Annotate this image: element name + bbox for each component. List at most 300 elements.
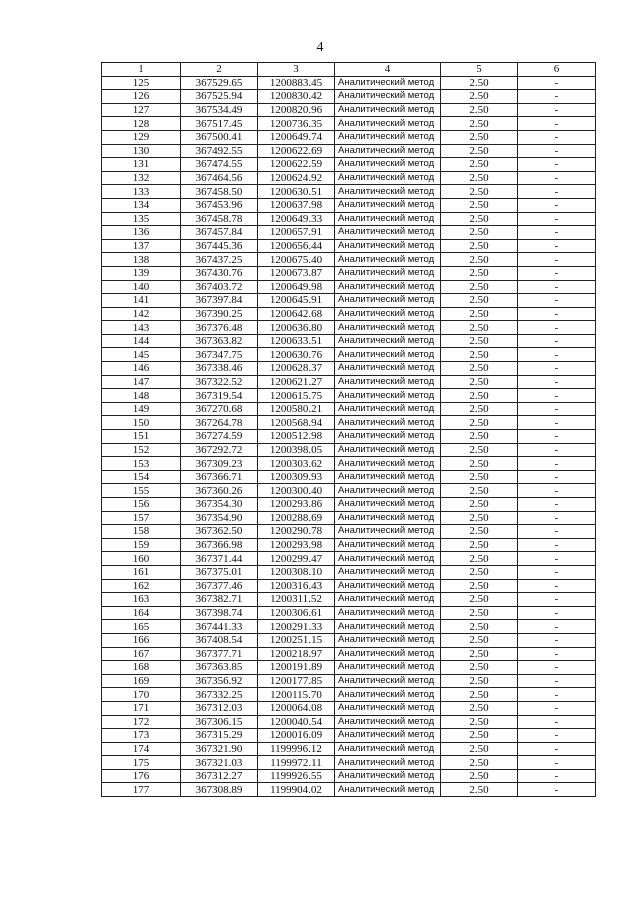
cell-point-number: 130 (102, 144, 181, 158)
cell-point-number: 163 (102, 593, 181, 607)
cell-accuracy: 2.50 (441, 674, 518, 688)
cell-point-number: 132 (102, 171, 181, 185)
cell-y: 1200040.54 (258, 715, 335, 729)
cell-point-number: 129 (102, 130, 181, 144)
cell-x: 367363.85 (181, 661, 258, 675)
cell-method: Аналитический метод (335, 538, 441, 552)
cell-point-number: 155 (102, 484, 181, 498)
table-row (102, 769, 596, 783)
cell-description: - (518, 130, 596, 144)
cell-accuracy: 2.50 (441, 620, 518, 634)
cell-y: 1200645.91 (258, 294, 335, 308)
cell-point-number: 143 (102, 321, 181, 335)
cell-y: 1200177.85 (258, 674, 335, 688)
table-row (102, 144, 596, 158)
cell-description: - (518, 470, 596, 484)
cell-description: - (518, 253, 596, 267)
cell-description: - (518, 103, 596, 117)
cell-point-number: 125 (102, 76, 181, 90)
cell-accuracy: 2.50 (441, 171, 518, 185)
cell-x: 367457.84 (181, 226, 258, 240)
table-row (102, 321, 596, 335)
cell-method: Аналитический метод (335, 334, 441, 348)
cell-method: Аналитический метод (335, 674, 441, 688)
cell-method: Аналитический метод (335, 647, 441, 661)
cell-x: 367403.72 (181, 280, 258, 294)
cell-description: - (518, 389, 596, 403)
cell-description: - (518, 742, 596, 756)
cell-point-number: 171 (102, 701, 181, 715)
cell-description: - (518, 484, 596, 498)
cell-description: - (518, 769, 596, 783)
cell-accuracy: 2.50 (441, 633, 518, 647)
cell-description: - (518, 280, 596, 294)
cell-method: Аналитический метод (335, 348, 441, 362)
cell-description: - (518, 307, 596, 321)
cell-method: Аналитический метод (335, 470, 441, 484)
cell-description: - (518, 430, 596, 444)
cell-x: 367312.03 (181, 701, 258, 715)
cell-point-number: 148 (102, 389, 181, 403)
cell-description: - (518, 511, 596, 525)
header-cell-accuracy: 5 (441, 63, 518, 77)
table-row (102, 158, 596, 172)
cell-y: 1200309.93 (258, 470, 335, 484)
cell-x: 367347.75 (181, 348, 258, 362)
cell-y: 1200512.98 (258, 430, 335, 444)
cell-description: - (518, 783, 596, 797)
cell-description: - (518, 321, 596, 335)
table-row (102, 239, 596, 253)
cell-accuracy: 2.50 (441, 430, 518, 444)
cell-accuracy: 2.50 (441, 294, 518, 308)
cell-x: 367398.74 (181, 606, 258, 620)
header-cell-point-number: 1 (102, 63, 181, 77)
header-cell-y: 3 (258, 63, 335, 77)
cell-method: Аналитический метод (335, 130, 441, 144)
cell-point-number: 161 (102, 565, 181, 579)
table-row (102, 538, 596, 552)
cell-method: Аналитический метод (335, 389, 441, 403)
table-row (102, 117, 596, 131)
cell-accuracy: 2.50 (441, 647, 518, 661)
cell-accuracy: 2.50 (441, 484, 518, 498)
cell-y: 1200016.09 (258, 729, 335, 743)
cell-description: - (518, 674, 596, 688)
cell-description: - (518, 198, 596, 212)
cell-y: 1200820.96 (258, 103, 335, 117)
cell-method: Аналитический метод (335, 620, 441, 634)
cell-method: Аналитический метод (335, 715, 441, 729)
cell-method: Аналитический метод (335, 416, 441, 430)
cell-accuracy: 2.50 (441, 769, 518, 783)
cell-y: 1200300.40 (258, 484, 335, 498)
cell-description: - (518, 633, 596, 647)
cell-y: 1200568.94 (258, 416, 335, 430)
cell-accuracy: 2.50 (441, 701, 518, 715)
cell-method: Аналитический метод (335, 239, 441, 253)
cell-accuracy: 2.50 (441, 185, 518, 199)
cell-y: 1200293.98 (258, 538, 335, 552)
table-row (102, 498, 596, 512)
cell-description: - (518, 362, 596, 376)
cell-accuracy: 2.50 (441, 715, 518, 729)
cell-y: 1200630.76 (258, 348, 335, 362)
table-row (102, 620, 596, 634)
cell-y: 1200883.45 (258, 76, 335, 90)
cell-y: 1200316.43 (258, 579, 335, 593)
cell-x: 367356.92 (181, 674, 258, 688)
cell-description: - (518, 729, 596, 743)
cell-point-number: 140 (102, 280, 181, 294)
cell-y: 1200290.78 (258, 525, 335, 539)
table-row (102, 701, 596, 715)
cell-accuracy: 2.50 (441, 158, 518, 172)
cell-description: - (518, 212, 596, 226)
table-row (102, 416, 596, 430)
cell-x: 367534.49 (181, 103, 258, 117)
cell-description: - (518, 688, 596, 702)
cell-point-number: 170 (102, 688, 181, 702)
cell-method: Аналитический метод (335, 565, 441, 579)
cell-method: Аналитический метод (335, 498, 441, 512)
cell-x: 367492.55 (181, 144, 258, 158)
cell-method: Аналитический метод (335, 226, 441, 240)
cell-point-number: 158 (102, 525, 181, 539)
table-row (102, 470, 596, 484)
table-row (102, 674, 596, 688)
table-row (102, 729, 596, 743)
cell-method: Аналитический метод (335, 783, 441, 797)
cell-method: Аналитический метод (335, 525, 441, 539)
cell-x: 367517.45 (181, 117, 258, 131)
cell-x: 367445.36 (181, 239, 258, 253)
table-row (102, 212, 596, 226)
cell-description: - (518, 457, 596, 471)
table-row (102, 606, 596, 620)
cell-accuracy: 2.50 (441, 538, 518, 552)
table-row (102, 647, 596, 661)
cell-description: - (518, 239, 596, 253)
table-row (102, 375, 596, 389)
cell-x: 367366.71 (181, 470, 258, 484)
cell-y: 1200064.08 (258, 701, 335, 715)
cell-point-number: 139 (102, 266, 181, 280)
cell-x: 367338.46 (181, 362, 258, 376)
cell-description: - (518, 443, 596, 457)
cell-description: - (518, 579, 596, 593)
table-row (102, 294, 596, 308)
cell-description: - (518, 266, 596, 280)
cell-point-number: 165 (102, 620, 181, 634)
cell-accuracy: 2.50 (441, 389, 518, 403)
cell-y: 1200657.91 (258, 226, 335, 240)
cell-x: 367309.23 (181, 457, 258, 471)
cell-point-number: 146 (102, 362, 181, 376)
cell-accuracy: 2.50 (441, 198, 518, 212)
cell-method: Аналитический метод (335, 579, 441, 593)
cell-description: - (518, 593, 596, 607)
cell-accuracy: 2.50 (441, 375, 518, 389)
cell-y: 1200656.44 (258, 239, 335, 253)
cell-x: 367354.90 (181, 511, 258, 525)
cell-y: 1200649.74 (258, 130, 335, 144)
cell-x: 367500.41 (181, 130, 258, 144)
cell-method: Аналитический метод (335, 552, 441, 566)
table-body (102, 76, 596, 796)
cell-x: 367332.25 (181, 688, 258, 702)
cell-description: - (518, 171, 596, 185)
cell-point-number: 177 (102, 783, 181, 797)
cell-method: Аналитический метод (335, 729, 441, 743)
cell-description: - (518, 416, 596, 430)
cell-x: 367274.59 (181, 430, 258, 444)
cell-accuracy: 2.50 (441, 511, 518, 525)
cell-y: 1200630.51 (258, 185, 335, 199)
table-row (102, 579, 596, 593)
table-row (102, 90, 596, 104)
cell-point-number: 152 (102, 443, 181, 457)
cell-accuracy: 2.50 (441, 321, 518, 335)
cell-x: 367264.78 (181, 416, 258, 430)
cell-y: 1200624.92 (258, 171, 335, 185)
cell-x: 367363.82 (181, 334, 258, 348)
cell-x: 367292.72 (181, 443, 258, 457)
table-row (102, 715, 596, 729)
cell-accuracy: 2.50 (441, 606, 518, 620)
cell-method: Аналитический метод (335, 103, 441, 117)
cell-description: - (518, 606, 596, 620)
cell-y: 1200288.69 (258, 511, 335, 525)
cell-description: - (518, 375, 596, 389)
cell-y: 1200251.15 (258, 633, 335, 647)
cell-description: - (518, 525, 596, 539)
cell-point-number: 160 (102, 552, 181, 566)
coordinates-table (101, 62, 596, 797)
table-row (102, 280, 596, 294)
cell-method: Аналитический метод (335, 307, 441, 321)
cell-accuracy: 2.50 (441, 280, 518, 294)
cell-description: - (518, 498, 596, 512)
table-row (102, 593, 596, 607)
cell-point-number: 136 (102, 226, 181, 240)
cell-description: - (518, 158, 596, 172)
cell-x: 367322.52 (181, 375, 258, 389)
cell-description: - (518, 334, 596, 348)
cell-accuracy: 2.50 (441, 402, 518, 416)
cell-y: 1200299.47 (258, 552, 335, 566)
cell-method: Аналитический метод (335, 606, 441, 620)
cell-x: 367306.15 (181, 715, 258, 729)
cell-accuracy: 2.50 (441, 443, 518, 457)
cell-accuracy: 2.50 (441, 90, 518, 104)
table-row (102, 633, 596, 647)
table-row (102, 362, 596, 376)
cell-point-number: 149 (102, 402, 181, 416)
table-row (102, 185, 596, 199)
cell-method: Аналитический метод (335, 511, 441, 525)
table-header (102, 63, 596, 77)
cell-accuracy: 2.50 (441, 362, 518, 376)
cell-x: 367397.84 (181, 294, 258, 308)
cell-x: 367458.50 (181, 185, 258, 199)
cell-x: 367441.33 (181, 620, 258, 634)
cell-method: Аналитический метод (335, 171, 441, 185)
table-row (102, 389, 596, 403)
cell-x: 367453.96 (181, 198, 258, 212)
cell-description: - (518, 348, 596, 362)
cell-y: 1200580.21 (258, 402, 335, 416)
cell-x: 367354.30 (181, 498, 258, 512)
cell-x: 367437.25 (181, 253, 258, 267)
cell-method: Аналитический метод (335, 688, 441, 702)
table-row (102, 430, 596, 444)
cell-x: 367529.65 (181, 76, 258, 90)
cell-method: Аналитический метод (335, 280, 441, 294)
cell-x: 367377.46 (181, 579, 258, 593)
cell-description: - (518, 144, 596, 158)
cell-method: Аналитический метод (335, 769, 441, 783)
cell-description: - (518, 76, 596, 90)
cell-accuracy: 2.50 (441, 552, 518, 566)
cell-y: 1200633.51 (258, 334, 335, 348)
cell-x: 367362.50 (181, 525, 258, 539)
header-cell-description: 6 (518, 63, 596, 77)
cell-y: 1200621.27 (258, 375, 335, 389)
table-row (102, 443, 596, 457)
cell-accuracy: 2.50 (441, 783, 518, 797)
cell-method: Аналитический метод (335, 90, 441, 104)
cell-point-number: 141 (102, 294, 181, 308)
cell-y: 1199972.11 (258, 756, 335, 770)
cell-point-number: 144 (102, 334, 181, 348)
cell-accuracy: 2.50 (441, 103, 518, 117)
table-row (102, 130, 596, 144)
cell-point-number: 173 (102, 729, 181, 743)
cell-y: 1200311.52 (258, 593, 335, 607)
cell-y: 1199926.55 (258, 769, 335, 783)
cell-x: 367390.25 (181, 307, 258, 321)
cell-y: 1199904.02 (258, 783, 335, 797)
cell-point-number: 145 (102, 348, 181, 362)
cell-point-number: 164 (102, 606, 181, 620)
cell-accuracy: 2.50 (441, 226, 518, 240)
cell-x: 367315.29 (181, 729, 258, 743)
cell-description: - (518, 185, 596, 199)
cell-accuracy: 2.50 (441, 307, 518, 321)
cell-point-number: 169 (102, 674, 181, 688)
cell-accuracy: 2.50 (441, 266, 518, 280)
cell-x: 367319.54 (181, 389, 258, 403)
cell-y: 1200306.61 (258, 606, 335, 620)
cell-method: Аналитический метод (335, 198, 441, 212)
cell-point-number: 142 (102, 307, 181, 321)
cell-method: Аналитический метод (335, 321, 441, 335)
cell-y: 1200675.40 (258, 253, 335, 267)
cell-method: Аналитический метод (335, 430, 441, 444)
cell-accuracy: 2.50 (441, 565, 518, 579)
cell-method: Аналитический метод (335, 76, 441, 90)
cell-point-number: 134 (102, 198, 181, 212)
cell-accuracy: 2.50 (441, 334, 518, 348)
cell-accuracy: 2.50 (441, 253, 518, 267)
cell-y: 1200622.59 (258, 158, 335, 172)
cell-description: - (518, 117, 596, 131)
cell-point-number: 147 (102, 375, 181, 389)
cell-description: - (518, 538, 596, 552)
cell-point-number: 150 (102, 416, 181, 430)
table-row (102, 76, 596, 90)
cell-y: 1200303.62 (258, 457, 335, 471)
cell-x: 367525.94 (181, 90, 258, 104)
cell-description: - (518, 294, 596, 308)
cell-point-number: 168 (102, 661, 181, 675)
cell-accuracy: 2.50 (441, 579, 518, 593)
cell-point-number: 137 (102, 239, 181, 253)
cell-method: Аналитический метод (335, 144, 441, 158)
table-row (102, 552, 596, 566)
cell-x: 367408.54 (181, 633, 258, 647)
cell-accuracy: 2.50 (441, 498, 518, 512)
cell-point-number: 159 (102, 538, 181, 552)
cell-accuracy: 2.50 (441, 348, 518, 362)
cell-point-number: 154 (102, 470, 181, 484)
cell-y: 1200649.33 (258, 212, 335, 226)
cell-x: 367371.44 (181, 552, 258, 566)
cell-point-number: 176 (102, 769, 181, 783)
cell-accuracy: 2.50 (441, 593, 518, 607)
cell-accuracy: 2.50 (441, 144, 518, 158)
cell-accuracy: 2.50 (441, 457, 518, 471)
cell-accuracy: 2.50 (441, 661, 518, 675)
cell-description: - (518, 661, 596, 675)
cell-method: Аналитический метод (335, 185, 441, 199)
table-row (102, 348, 596, 362)
cell-point-number: 126 (102, 90, 181, 104)
cell-x: 367321.90 (181, 742, 258, 756)
table-row (102, 661, 596, 675)
cell-y: 1200291.33 (258, 620, 335, 634)
cell-x: 367382.71 (181, 593, 258, 607)
cell-method: Аналитический метод (335, 158, 441, 172)
table-row (102, 742, 596, 756)
cell-y: 1200637.98 (258, 198, 335, 212)
cell-description: - (518, 701, 596, 715)
cell-accuracy: 2.50 (441, 742, 518, 756)
cell-method: Аналитический метод (335, 117, 441, 131)
cell-x: 367360.26 (181, 484, 258, 498)
cell-method: Аналитический метод (335, 756, 441, 770)
cell-method: Аналитический метод (335, 443, 441, 457)
cell-method: Аналитический метод (335, 633, 441, 647)
cell-y: 1200293.86 (258, 498, 335, 512)
cell-y: 1200642.68 (258, 307, 335, 321)
cell-accuracy: 2.50 (441, 239, 518, 253)
cell-accuracy: 2.50 (441, 212, 518, 226)
cell-point-number: 128 (102, 117, 181, 131)
table-row (102, 103, 596, 117)
table-row (102, 198, 596, 212)
cell-accuracy: 2.50 (441, 470, 518, 484)
cell-y: 1200830.42 (258, 90, 335, 104)
cell-point-number: 157 (102, 511, 181, 525)
cell-y: 1200308.10 (258, 565, 335, 579)
cell-point-number: 151 (102, 430, 181, 444)
cell-x: 367375.01 (181, 565, 258, 579)
table-row (102, 307, 596, 321)
cell-y: 1200736.35 (258, 117, 335, 131)
cell-x: 367464.56 (181, 171, 258, 185)
